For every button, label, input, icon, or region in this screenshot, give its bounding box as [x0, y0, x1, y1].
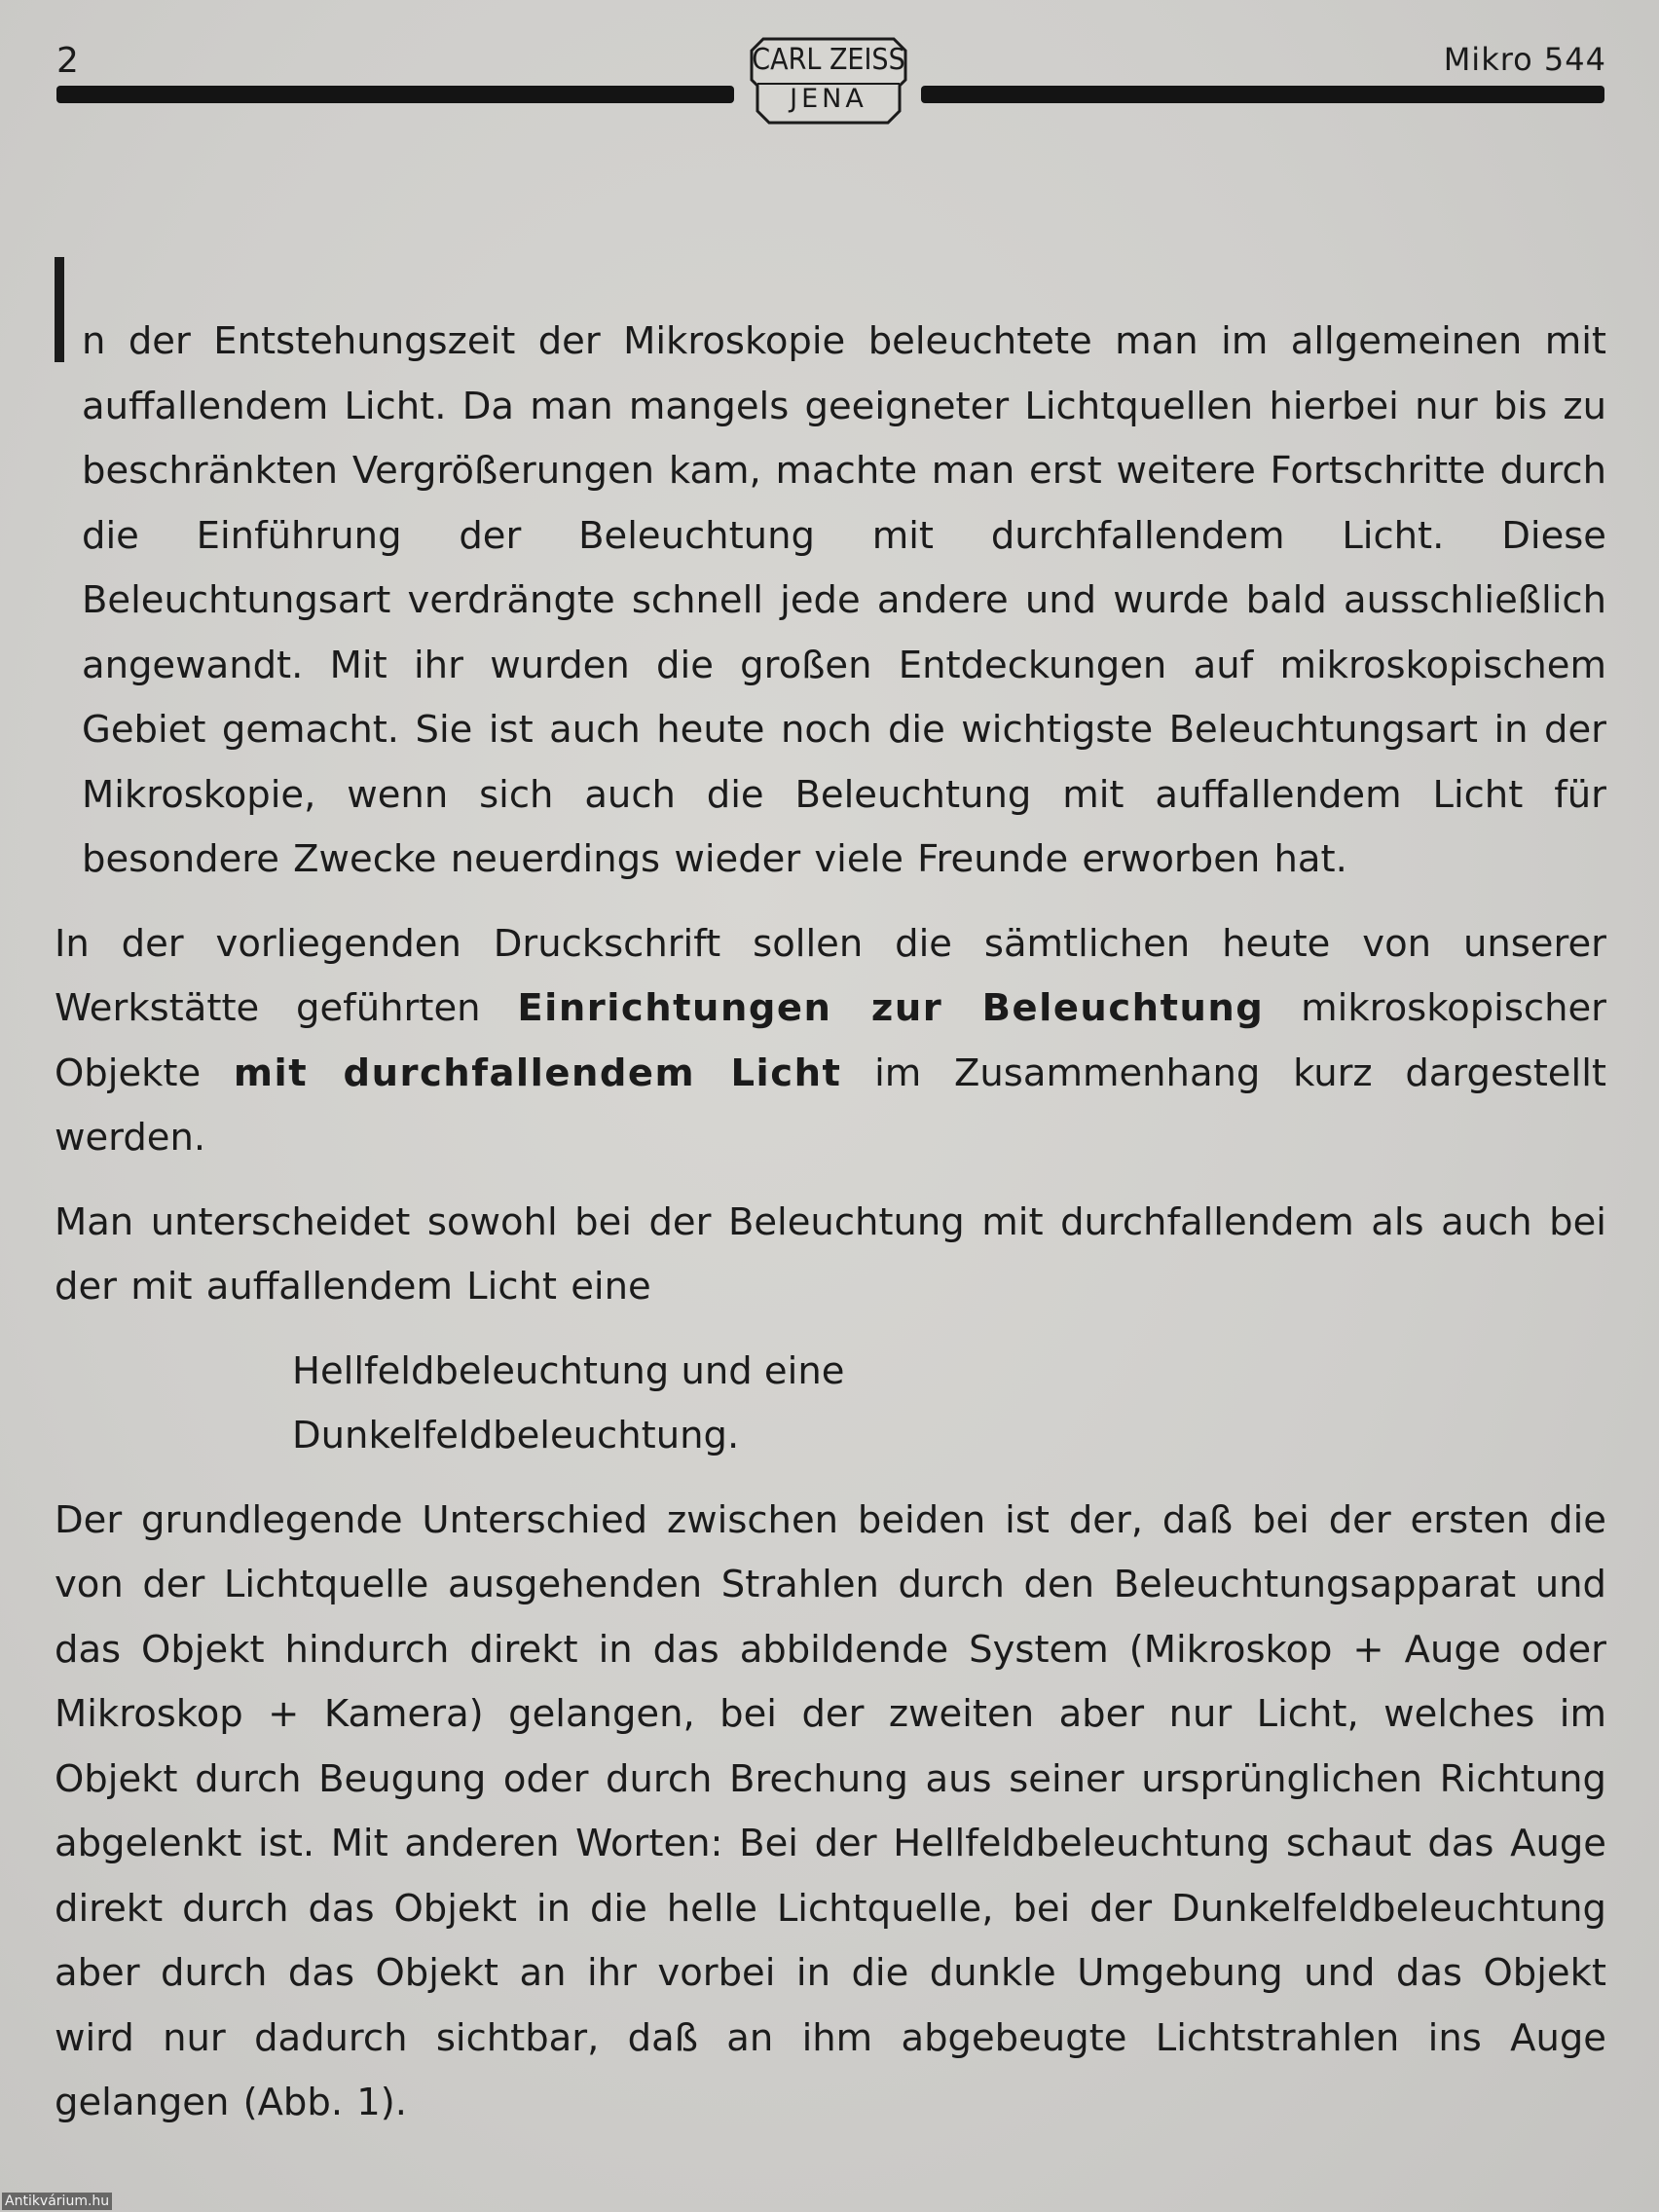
paragraph-2-bold-2: mit durchfallendem Licht — [233, 1051, 842, 1095]
paragraph-4: Der grundlegende Unterschied zwischen beiden ist der, daß bei der ersten die von der Lichtquelle ausgehenden Strahlen durch den Beleuchtungsapparat und das Objekt hindurch direkt in das abbildende System (Mikroskop + Auge oder Mikroskop + Kamera) gelangen, bei der zweiten aber nur Licht, welches im Objekt durch Beugung oder durch Brechung aus seiner ursprünglichen Richtung abgelenkt ist. Mit anderen Worten: Bei der Hellfeldbeleuchtung schaut das Auge direkt durch das Objekt in die helle Lichtquelle, bei der Dunkelfeldbeleuchtung aber durch das Objekt an ihr vorbei in die dunkle Umgebung und das Objekt wird nur dadurch sichtbar, daß an ihm abgebeugte Lichtstrahlen ins Auge gelangen (Abb. 1). — [55, 1497, 1606, 2124]
paragraph-2-part-3: im Zusammenhang kurz dargestellt werden. — [55, 1051, 1606, 1160]
document-code: Mikro 544 — [1443, 41, 1606, 78]
page-number: 2 — [56, 41, 80, 81]
paragraph-2-part-2: mikroskopischer Objekte — [55, 986, 1606, 1095]
paragraph-2-part-1: In der vorliegenden Druckschrift sollen die sämtlichen heute von unserer Werkstätte geführten — [55, 921, 1606, 1030]
logo-line-2: JENA — [790, 84, 867, 114]
body-text — [55, 310, 1606, 2136]
header-rule-left — [56, 86, 734, 103]
illumination-types-list — [292, 1340, 1606, 1469]
paragraph-2 — [55, 912, 1606, 1171]
list-item: Dunkelfeldbeleuchtung. — [292, 1414, 740, 1457]
header-rule-right — [921, 86, 1604, 103]
watermark: Antikvárium.hu — [2, 2193, 112, 2210]
carl-zeiss-jena-logo — [746, 37, 911, 125]
paragraph-1-text: n der Entstehungszeit der Mikroskopie beleuchtete man im allgemeinen mit auffallendem Licht. Da man mangels geeigneter Lichtquellen hierbei nur bis zu beschränkten Vergrößerungen kam, machte man erst weitere Fortschritte durch die Einführung der Beleuchtung mit durchfallendem Licht. Diese Beleuchtungsart verdrängte schnell jede andere und wurde bald ausschließlich angewandt. Mit ihr wurden die großen Entdeckungen auf mikroskopischem Gebiet gemacht. Sie ist auch heute noch die wichtigste Beleuchtungsart in der Mikroskopie, wenn sich auch die Beleuchtung mit auffallendem Licht für besondere Zwecke neuerdings wieder viele Freunde erworben hat. — [82, 319, 1606, 881]
paragraph-2-bold-1: Einrichtungen zur Beleuchtung — [517, 986, 1265, 1030]
logo-line-1: CARL ZEISS — [752, 43, 905, 77]
paragraph-1 — [55, 310, 1606, 893]
list-item: Hellfeldbeleuchtung und eine — [292, 1348, 845, 1393]
paragraph-3: Man unterscheidet sowohl bei der Beleuchtung mit durchfallendem als auch bei der mit auffallendem Licht eine — [55, 1199, 1606, 1309]
